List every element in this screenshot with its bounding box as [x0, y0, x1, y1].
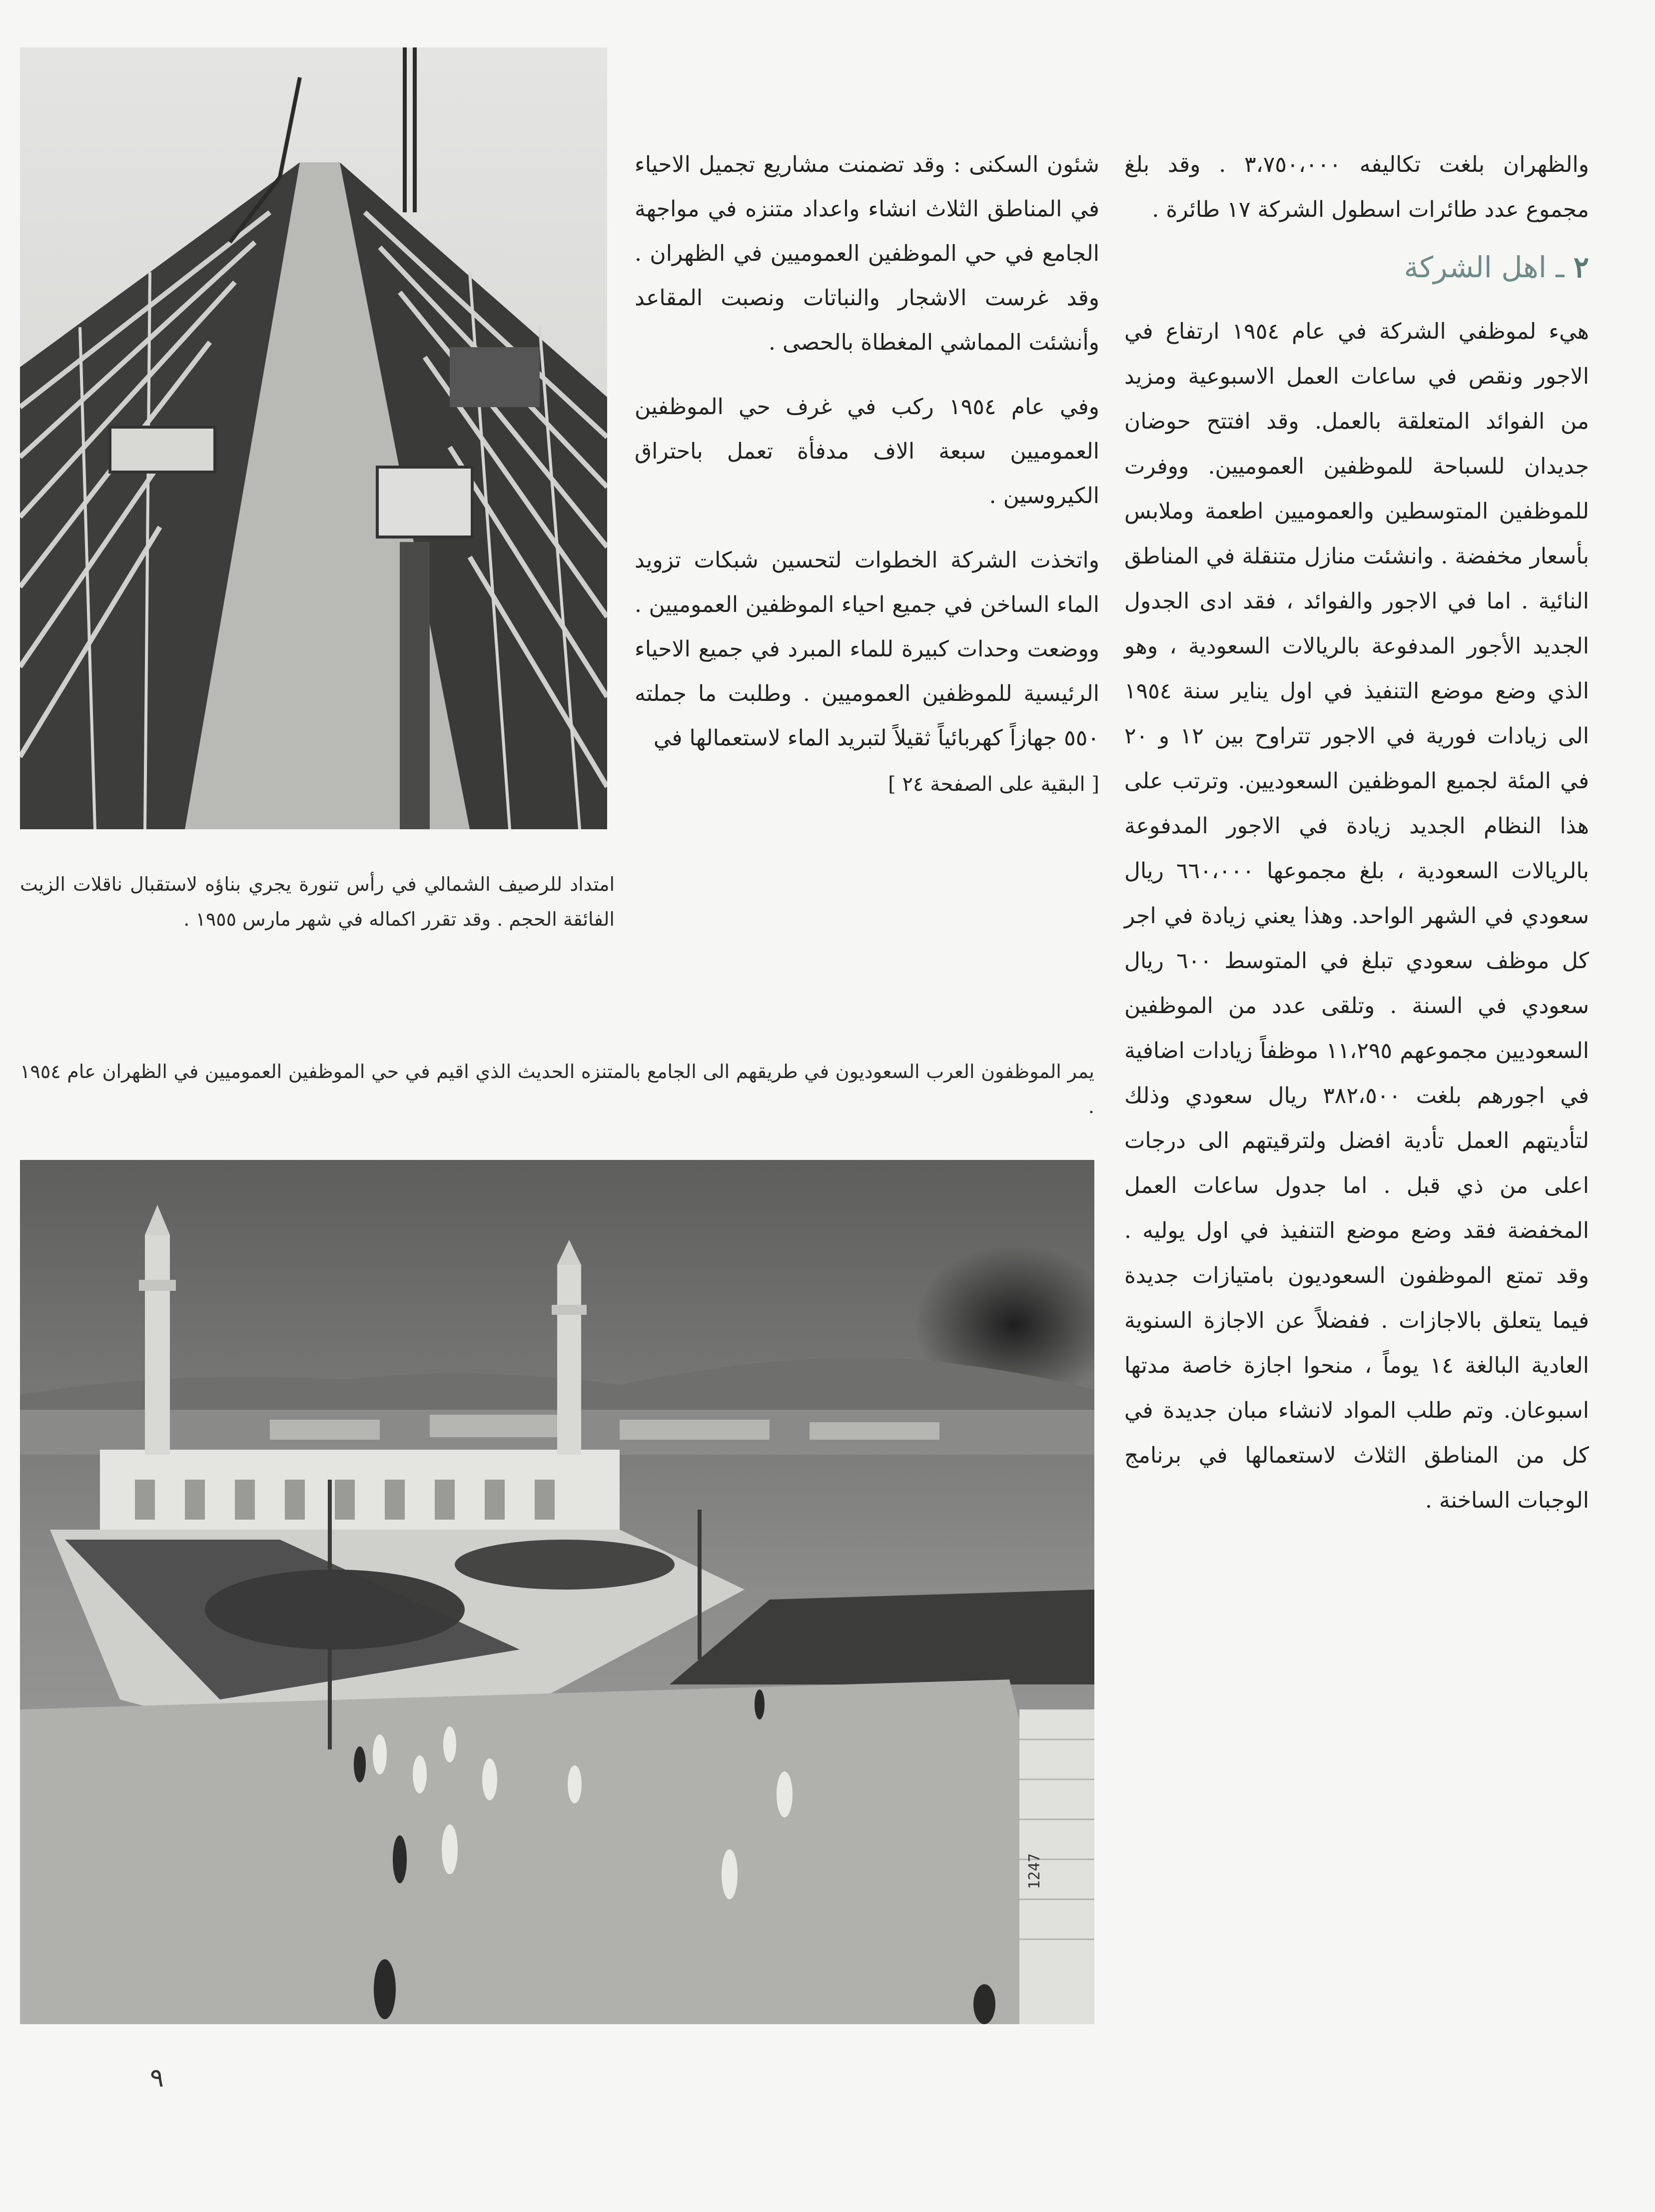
- mosque-park-photo: [20, 1160, 1094, 2024]
- section-heading: [1124, 242, 1589, 292]
- mosque-photo-caption: يمر الموظفون العرب السعوديون في طريقهم الى الجامع بالمتنزه الحديث الذي اقيم في حي الموظفين العموميين في الظهران عام ١٩٥٤ .: [20, 1061, 1094, 1117]
- heaters-paragraph: وفي عام ١٩٥٤ ركب في غرف حي الموظفين العموميين سبعة الاف مدفأة تعمل باحتراق الكيروسين .: [635, 394, 1099, 509]
- section-number: ٢: [1573, 250, 1589, 284]
- housing-paragraph: شئون السكنى : وقد تضمنت مشاريع تجميل الاحياء في المناطق الثلاث انشاء واعداد متنزه في مواجهة الجامع في حي الموظفين العموميين في الظهران . وقد غرست الاشجار والنباتات ونصبت المقاعد وأنشئت المماشي المغطاة بالحصى .: [635, 152, 1099, 355]
- page-number: ٩: [150, 2063, 164, 2093]
- pier-construction-photo: [20, 47, 607, 829]
- building-number-sign: 1247: [1026, 1853, 1043, 1889]
- employees-paragraph: هيء لموظفي الشركة في عام ١٩٥٤ ارتفاع في الاجور ونقص في ساعات العمل الاسبوعية ومزيد من الفوائد المتعلقة بالعمل. وقد افتتح حوضان جديدان للسباحة للموظفين العموميين. ووفرت للموظفين المتوسطين والعموميين اطعمة وملابس بأسعار مخفضة . وانشئت منازل متنقلة في المناطق النائية . اما في الاجور والفوائد ، فقد ادى الجدول الجديد الأجور المدفوعة بالريالات السعودية ، وهو الذي وضع موضع التنفيذ في اول يناير سنة ١٩٥٤ الى زيادات فورية في الاجور تتراوح بين ١٢ و ٢٠ في المئة لجميع الموظفين السعوديين. وترتب على هذا النظام الجديد زيادة في الاجور المدفوعة بالريالات السعودية ، بلغ مجموعها ٦٦٠،٠٠٠ ريال سعودي في الشهر الواحد. وهذا يعني زيادة في اجر كل موظف سعودي تبلغ في المتوسط ٦٠٠ ريال سعودي في السنة . وتلقى عدد من الموظفين السعوديين مجموعهم ١١،٢٩٥ موظفاً زيادات اضافية في اجورهم بلغت ٣٨٢،٥٠٠ ريال سعودي وذلك لتأديتهم العمل تأدية افضل ولترقيتهم الى درجات اعلى من ذي قبل . اما جدول ساعات العمل المخفضة فقد وضع موضع التنفيذ في اول يوليه . وقد تمتع الموظفون السعوديون بامتيازات جديدة فيما يتعلق بالاجازات . ففضلاً عن الاجازة السنوية العادية البالغة ١٤ يوماً ، منحوا اجازة خاصة مدتها اسبوعان. وتم طلب المواد لانشاء مبان جديدة في كل من المناطق الثلاث لاستعمالها في برنامج الوجبات الساخنة .: [1124, 319, 1590, 1513]
- right-text-column: [1124, 142, 1589, 1523]
- water-paragraph: واتخذت الشركة الخطوات لتحسين شبكات تزويد الماء الساخن في جميع احياء الموظفين العموميين . ووضعت وحدات كبيرة للماء المبرد في جميع الاحياء الرئيسية للموظفين العموميين . وطلبت ما جملته ٥٥٠ جهازاً كهربائياً ثقيلاً لتبريد الماء لاستعمالها في: [635, 548, 1099, 751]
- continued-note: [ البقية على الصفحة ٢٤ ]: [888, 773, 1099, 796]
- section-title: ـ اهل الشركة: [1404, 250, 1565, 284]
- aviation-paragraph: والظهران بلغت تكاليفه ٣،٧٥٠،٠٠٠ . وقد بلغ مجموع عدد طائرات اسطول الشركة ١٧ طائرة .: [1124, 152, 1589, 222]
- middle-text-column: [635, 142, 1099, 807]
- pier-photo-caption: امتداد للرصيف الشمالي في رأس تنورة يجري بناؤه لاستقبال ناقلات الزيت الفائقة الحجم . وقد تقرر اكماله في شهر مارس ١٩٥٥ .: [20, 873, 615, 930]
